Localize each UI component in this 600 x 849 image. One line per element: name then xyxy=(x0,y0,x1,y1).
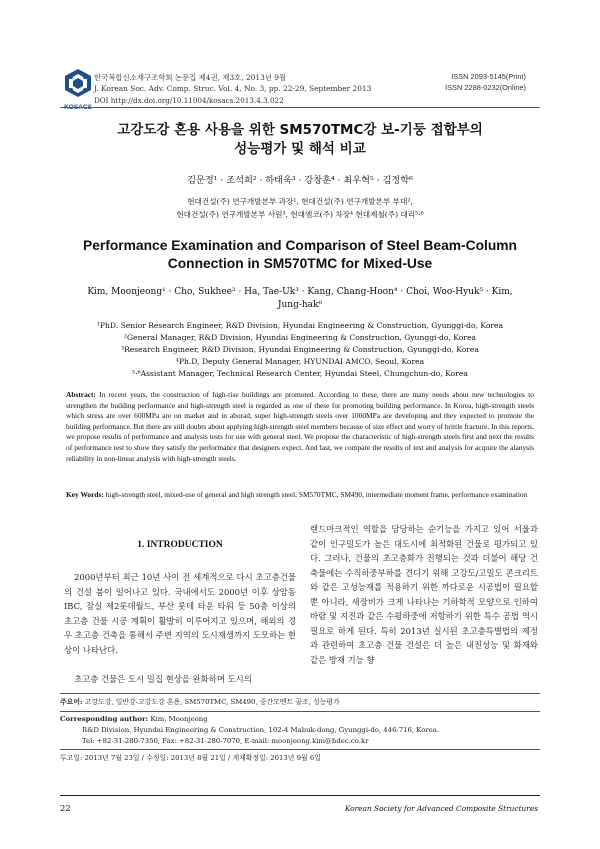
page-number: 22 xyxy=(60,804,71,814)
keywords-kr-text: 고강도강, 일반강-고강도강 혼용, SM570TMC, SM490, 중간모멘트 골조, 성능평가 xyxy=(84,698,340,706)
issn-online: ISSN 2288-0232(Online) xyxy=(445,83,526,92)
issn-print: ISSN 2093-5145(Print) xyxy=(451,72,526,81)
affiliation-en-2: ²General Manager, R&D Division, Hyundai Engineering & Construction, Gyunggi-do, Korea xyxy=(123,333,476,342)
affiliation-kr-line1: 현대건설(주) 연구개발본부 과장¹, 현대건설(주) 연구개발본부 부대², xyxy=(187,197,413,206)
affiliation-kr-line2: 현대건설(주) 연구개발본부 사원³, 현대엠코(주) 차장⁴ 현대제철(주) 대리⁵·⁶ xyxy=(176,210,424,219)
corr-contact[interactable]: Tel: +82-31-280-7350, Fax: +82-31-280-7070, E-mail: moonjeong.kim@hdec.co.kr xyxy=(82,737,369,745)
authors-en-line1: Kim, Moonjeong¹ · Cho, Sukhee² · Ha, Tae-Uk³ · Kang, Chang-Hoon⁴ · Choi, Woo-Hyuk⁵ · Kim, xyxy=(87,287,513,297)
keywords-kr-label: 주요어: xyxy=(60,698,83,706)
title-en-line1: Performance Examination and Comparison of Steel Beam-Column xyxy=(83,238,517,253)
authors-kr: 김문정¹ · 조석희² · 하태욱³ · 강창훈⁴ · 최우혁⁵ · 김정학⁶ xyxy=(187,175,413,186)
corr-label: Corresponding author: xyxy=(60,715,149,723)
affiliation-en-3: ³Research Engineer, R&D Division, Hyundai Engineering & Construction, Gyunggi-do, Korea xyxy=(121,345,479,354)
kosacs-logo-icon xyxy=(62,68,94,108)
abstract xyxy=(66,390,534,464)
keywords-text: high-strength steel, mixed-use of general and high strength steel, SM570TMC, SM490, intermediate moment frame, performance examination xyxy=(105,490,528,499)
authors-en-line2: Jung-hak⁶ xyxy=(277,300,323,310)
intro-left-paragraph1: 2000년부터 최근 10년 사이 전 세계적으로 다시 초고층건물의 건설 붐이 일어나고 있다. 국내에서도 2000년 이후 상암동 IBC, 잠실 제2롯데월드, 부산 롯데 타운 타워 등 50층 이상의 초고층 건물 시공 계획이 활발히 이루어지고 있으며, 해외의 경우 초고층 건축을 통해서 주변 지역의 도시재생까지 도모하는 현상이 나타난다. xyxy=(64,572,296,655)
title-kr-line2: 성능평가 및 해석 비교 xyxy=(234,141,366,157)
keywords-kr xyxy=(60,697,540,707)
journal-en: J. Korean Soc. Adv. Comp. Struc. Vol. 4, No. 3, pp. 22-29, September 2013 xyxy=(94,84,372,93)
affiliation-en-4: ⁴Ph.D, Deputy General Manager, HYUNDAI AMCO, Seoul, Korea xyxy=(175,357,425,366)
title-kr-line1: 고강도강 혼용 사용을 위한 SM570TMC강 보-기둥 접합부의 xyxy=(117,122,483,138)
intro-left-paragraph2: 초고층 건물은 도시 밀집 현상을 완화하며 도시의 xyxy=(74,674,252,684)
journal-footer: Korean Society for Advanced Composite Structures xyxy=(344,804,538,813)
footnote-rule-mid xyxy=(60,711,540,712)
abstract-text: In recent years, the construction of high-rise buildings are promoted. According to these, there are many needs about new technologies to strengthen the building performance and high-strength steel is regarded as one of these for promoting building performance. In Korea, high-strength steels which stress are over 600MPa are on market and in aborad, super high-strength steels over 1000MPa are developing and they expected to promote the building performance. But there are still doubts about applying high-strength steel members because of size effect and worry of brittle fracture. In this reports, we propose results of performance and analysis tests for use with general steel. We propose the characteristic of high-strength steels first and next the results of performance test to show they satisfy the performance that designers expect. And last, we compare the results of test and analysis for acquire the alanysis reliability in non-linear analysis with high-strength steels. xyxy=(66,390,534,463)
intro-right-paragraph: 랜드마크적인 역할을 담당하는 순기능을 가지고 있어 서울과 같이 인구밀도가 높은 대도시에 최적화된 건물로 평가되고 있다. 그러나, 건물의 초고층화가 진행되는 것과 더불어 해당 건축물에는 수직하중부하를 견디기 위해 고강도/고밀도 콘크리트와 같은 고성능재를 적용하기 위한 까다로운 시공법이 필요할 뿐 아니라, 세장비가 크게 나타나는 기하학적 모양으로 인하여 바람 및 지진과 같은 수평하중에 저항하기 위한 특수 공법 역시 필요로 하게 된다. 특히 2013년 실시된 초고층특별법의 제정과 관련하여 초고층 건물 건설은 더 높은 내진성능 및 화재와 같은 방재 기능 향 xyxy=(310,524,538,665)
header-rule xyxy=(60,107,540,108)
affiliation-en-5: ⁵·⁶Assistant Manager, Technical Research Center, Hyundai Steel, Chungchun-do, Korea xyxy=(132,369,468,378)
doi-link[interactable]: DOI http://dx.doi.org/10.11004/kosacs.2013.4.3.022 xyxy=(94,96,284,105)
corresponding-author xyxy=(60,714,540,724)
corr-address: R&D Division, Hyundai Engineering & Construction, 102-4 Mabuk-dong, Gyunggi-do, 446-716, Korea. xyxy=(82,726,440,734)
footnote-rule-top xyxy=(60,693,540,694)
abstract-label: Abstract: xyxy=(66,390,96,399)
affiliation-en-1: ¹PhD. Senior Research Engineer, R&D Division, Hyundai Engineering & Construction, Gyunggi-do, Korea xyxy=(96,321,504,330)
logo-text: KOSACS xyxy=(64,104,92,111)
keywords-label: Key Words: xyxy=(66,490,104,499)
submission-dates: 투고일: 2013년 7월 23일 / 수정일: 2013년 8월 21일 / 게재확정일: 2013년 9월 6일 xyxy=(60,754,321,762)
journal-kr: 한국복합신소재구조학회 논문집 제4권, 제3호, 2013년 9월 xyxy=(94,73,287,82)
keywords xyxy=(66,490,534,501)
page-footer-rule xyxy=(60,795,540,796)
title-en-line2: Connection in SM570TMC for Mixed-Use xyxy=(167,256,433,271)
corr-name: Kim, Moonjeong xyxy=(150,715,208,723)
footnote-rule-bottom xyxy=(60,749,540,750)
intro-section-title: 1. INTRODUCTION xyxy=(137,540,223,550)
